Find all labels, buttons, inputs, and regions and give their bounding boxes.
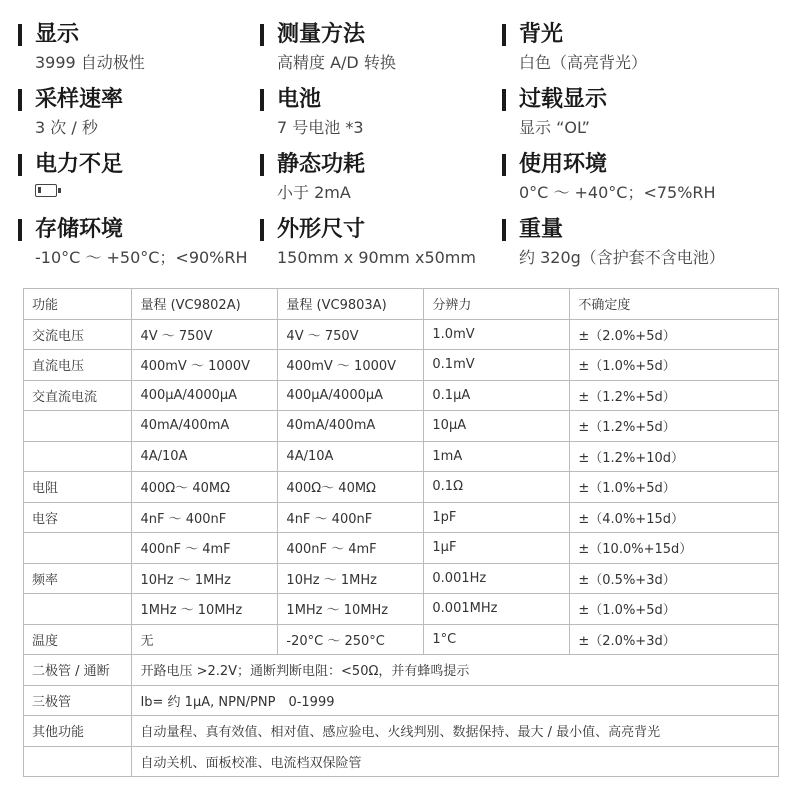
- cell-function: 交流电压: [24, 319, 132, 350]
- cell-resolution: 0.1Ω: [424, 472, 570, 503]
- table-row: [24, 533, 779, 564]
- table-row: [24, 624, 779, 655]
- spec-title: 测量方法: [277, 22, 366, 47]
- header-range-vc9802a: 量程 (VC9802A): [132, 289, 278, 320]
- cell-range-b: 400mV ～ 1000V: [278, 350, 424, 381]
- cell-range-a: 10Hz ～ 1MHz: [132, 563, 278, 594]
- accent-bar: [502, 154, 506, 176]
- accent-bar: [260, 24, 264, 46]
- table-row: [24, 563, 779, 594]
- cell-function: [24, 441, 132, 472]
- cell-uncertainty: ±（4.0%+15d）: [570, 502, 779, 533]
- cell-uncertainty: ±（2.0%+5d）: [570, 319, 779, 350]
- cell-range-a: 40mA/400mA: [132, 411, 278, 442]
- accent-bar: [260, 154, 264, 176]
- cell-range-a: 400mV ～ 1000V: [132, 350, 278, 381]
- cell-function: 电阻: [24, 472, 132, 503]
- table-row: [24, 594, 779, 625]
- cell-function: 温度: [24, 624, 132, 655]
- spec-value: 小于 2mA: [277, 183, 351, 202]
- spec-title: 电池: [277, 87, 322, 112]
- spec-title: 过载显示: [519, 87, 608, 112]
- header-range-vc9803a: 量程 (VC9803A): [278, 289, 424, 320]
- accent-bar: [502, 89, 506, 111]
- cell-uncertainty: ±（10.0%+15d）: [570, 533, 779, 564]
- cell-resolution: 1.0mV: [424, 319, 570, 350]
- cell-range-b: 4V ～ 750V: [278, 319, 424, 350]
- cell-function: 电容: [24, 502, 132, 533]
- table-row: [24, 746, 779, 777]
- cell-description: 开路电压 >2.2V；通断判断电阻：<50Ω，并有蜂鸣提示: [132, 655, 779, 686]
- accent-bar: [260, 219, 264, 241]
- cell-function: [24, 533, 132, 564]
- cell-range-b: 4nF ～ 400nF: [278, 502, 424, 533]
- cell-range-a: 400μA/4000μA: [132, 380, 278, 411]
- accent-bar: [502, 219, 506, 241]
- spec-title: 外形尺寸: [277, 217, 366, 242]
- cell-resolution: 10μA: [424, 411, 570, 442]
- cell-function: 频率: [24, 563, 132, 594]
- spec-title: 电力不足: [35, 152, 124, 177]
- spec-value: 0°C ～ +40°C；<75%RH: [519, 183, 716, 202]
- table-row: [24, 685, 779, 716]
- cell-uncertainty: ±（1.2%+5d）: [570, 380, 779, 411]
- cell-function: 直流电压: [24, 350, 132, 381]
- spec-value: 3 次 / 秒: [35, 118, 98, 137]
- cell-range-b: 400nF ～ 4mF: [278, 533, 424, 564]
- table-row: [24, 380, 779, 411]
- cell-range-b: 400Ω～ 40MΩ: [278, 472, 424, 503]
- cell-uncertainty: ±（1.2%+5d）: [570, 411, 779, 442]
- spec-title: 背光: [519, 22, 564, 47]
- cell-range-b: 40mA/400mA: [278, 411, 424, 442]
- cell-range-b: 10Hz ～ 1MHz: [278, 563, 424, 594]
- table-row: [24, 502, 779, 533]
- cell-resolution: 0.1μA: [424, 380, 570, 411]
- table-row: [24, 319, 779, 350]
- accent-bar: [260, 89, 264, 111]
- cell-function: [24, 746, 132, 777]
- accent-bar: [18, 89, 22, 111]
- spec-value: 7 号电池 *3: [277, 118, 364, 137]
- spec-value: 150mm x 90mm x50mm: [277, 248, 476, 267]
- cell-uncertainty: ±（0.5%+3d）: [570, 563, 779, 594]
- cell-uncertainty: ±（1.0%+5d）: [570, 350, 779, 381]
- spec-value: 显示 “OL”: [519, 118, 590, 137]
- spec-title: 存储环境: [35, 217, 124, 242]
- spec-title: 显示: [35, 22, 80, 47]
- cell-range-a: 4V ～ 750V: [132, 319, 278, 350]
- spec-title: 使用环境: [519, 152, 608, 177]
- cell-range-a: 1MHz ～ 10MHz: [132, 594, 278, 625]
- cell-range-a: 4nF ～ 400nF: [132, 502, 278, 533]
- cell-resolution: 1μF: [424, 533, 570, 564]
- cell-function: 二极管 / 通断: [24, 655, 132, 686]
- cell-range-b: 1MHz ～ 10MHz: [278, 594, 424, 625]
- spec-value: 约 320g（含护套不含电池）: [519, 248, 725, 267]
- cell-range-a: 无: [132, 624, 278, 655]
- cell-description: 自动量程、真有效值、相对值、感应验电、火线判别、数据保持、最大 / 最小值、高亮背光: [132, 716, 779, 747]
- spec-value: 3999 自动极性: [35, 53, 145, 72]
- low-battery-icon: [35, 184, 57, 197]
- spec-title: 采样速率: [35, 87, 124, 112]
- table-row: [24, 441, 779, 472]
- header-resolution: 分辨力: [424, 289, 570, 320]
- spec-title: 重量: [519, 217, 564, 242]
- accent-bar: [18, 154, 22, 176]
- cell-uncertainty: ±（1.0%+5d）: [570, 472, 779, 503]
- cell-resolution: 0.1mV: [424, 350, 570, 381]
- cell-range-b: -20°C ～ 250°C: [278, 624, 424, 655]
- cell-function: 交直流电流: [24, 380, 132, 411]
- cell-uncertainty: ±（1.0%+5d）: [570, 594, 779, 625]
- cell-range-a: 400Ω～ 40MΩ: [132, 472, 278, 503]
- cell-uncertainty: ±（2.0%+3d）: [570, 624, 779, 655]
- cell-function: 其他功能: [24, 716, 132, 747]
- header-uncertainty: 不确定度: [570, 289, 779, 320]
- cell-range-b: 4A/10A: [278, 441, 424, 472]
- cell-resolution: 0.001Hz: [424, 563, 570, 594]
- cell-description: Ib= 约 1μA, NPN/PNP 0-1999: [132, 685, 779, 716]
- cell-range-b: 400μA/4000μA: [278, 380, 424, 411]
- accent-bar: [18, 219, 22, 241]
- cell-resolution: 1pF: [424, 502, 570, 533]
- cell-resolution: 1°C: [424, 624, 570, 655]
- table-row: [24, 350, 779, 381]
- table-header-row: [24, 289, 779, 320]
- spec-table: [23, 288, 779, 777]
- table-row: [24, 716, 779, 747]
- cell-resolution: 1mA: [424, 441, 570, 472]
- spec-value: 白色（高亮背光）: [519, 53, 648, 72]
- cell-range-a: 4A/10A: [132, 441, 278, 472]
- cell-uncertainty: ±（1.2%+10d）: [570, 441, 779, 472]
- spec-title: 静态功耗: [277, 152, 366, 177]
- cell-function: 三极管: [24, 685, 132, 716]
- spec-value: 高精度 A/D 转换: [277, 53, 396, 72]
- spec-value: -10°C ～ +50°C；<90%RH: [35, 248, 248, 267]
- accent-bar: [502, 24, 506, 46]
- table-row: [24, 655, 779, 686]
- table-row: [24, 472, 779, 503]
- cell-resolution: 0.001MHz: [424, 594, 570, 625]
- cell-description: 自动关机、面板校准、电流档双保险管: [132, 746, 779, 777]
- accent-bar: [18, 24, 22, 46]
- cell-function: [24, 411, 132, 442]
- header-function: 功能: [24, 289, 132, 320]
- table-row: [24, 411, 779, 442]
- cell-range-a: 400nF ～ 4mF: [132, 533, 278, 564]
- cell-function: [24, 594, 132, 625]
